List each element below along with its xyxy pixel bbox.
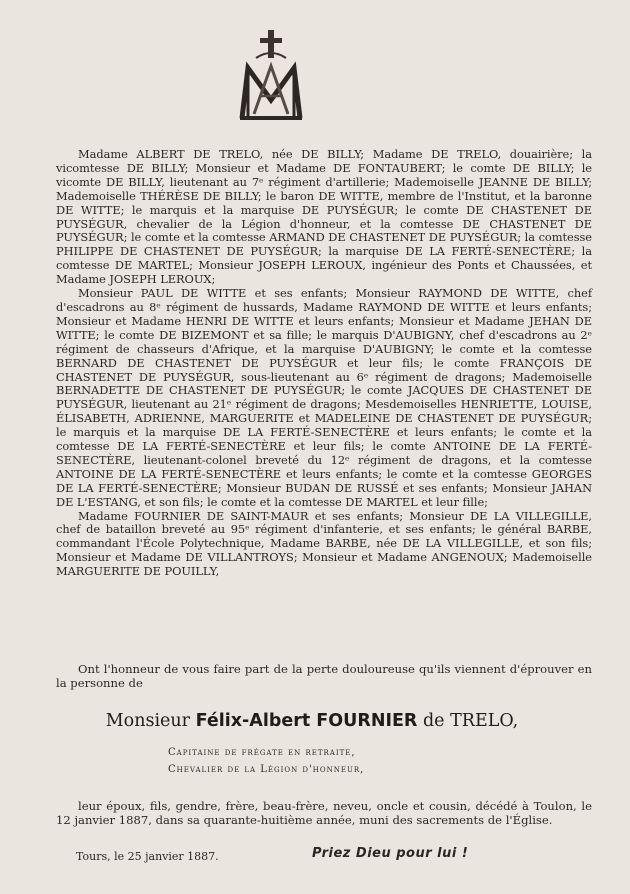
announcement-paragraph: Ont l'honneur de vous faire part de la perte douloureuse qu'ils viennent d'éprouver en la personne de [56,662,592,690]
family-paragraph-3: Madame FOURNIER DE SAINT-MAUR et ses enfants; Monsieur DE LA VILLEGILLE, chef de bataillon breveté au 95ᵉ régiment d'infanterie, et ses enfants; le général BARBE, commandant l'École Polytechnique, Madame BARBE, née DE LA VILLEGILLE, et son fils; Monsieur et Madame DE VILLANTROYS; Monsieur et Madame ANGENOUX; Mademoiselle MARGUERITE DE POUILLY, [56,508,592,579]
family-paragraph-1: Madame ALBERT DE TRELO, née DE BILLY; Madame DE TRELO, douairière; la vicomtesse DE BILLY; Monsieur et Madame DE FONTAUBERT; le comte DE BILLY; le vicomte DE BILLY, lieutenant au 7ᵉ régiment d'artillerie; Mademoiselle JEANNE DE BILLY; Mademoiselle THÉRÈSE DE BILLY; le baron DE WITTE, membre de l'Institut, et la baronne DE WITTE; le marquis et la marquise DE PUYSÉGUR; le comte DE CHASTENET DE PUYSÉGUR, chevalier de la Légion d'honneur, et la comtesse DE CHASTENET DE PUYSÉGUR; le comte et la comtesse ARMAND DE CHASTENET DE PUYSÉGUR; la comtesse PHILIPPE DE CHASTENET DE PUYSÉGUR; la marquise DE LA FERTÉ-SENECTÈRE; la comtesse DE MARTEL; Monsieur JOSEPH LEROUX, ingénieur des Ponts et Chaussées, et Madame JOSEPH LEROUX; [56,147,592,287]
prayer-line: Priez Dieu pour lui ! [312,846,469,861]
monogram-cross-emblem [236,28,306,124]
deceased-suffix: de TRELO, [422,711,519,731]
family-names-text [56,148,592,579]
deceased-title-2: Chevalier de la Légion d'honneur, [168,764,365,775]
deceased-full-name: Félix-Albert FOURNIER [195,711,418,731]
place-date: Tours, le 25 janvier 1887. [76,850,219,863]
closing-text [56,799,592,827]
deceased-name [32,711,592,731]
announcement-text [56,662,592,690]
deceased-prefix: Monsieur [105,711,191,731]
deceased-title-1: Capitaine de frégate en retraite, [168,747,356,758]
family-paragraph-2: Monsieur PAUL DE WITTE et ses enfants; Monsieur RAYMOND DE WITTE, chef d'escadrons au 8ᵉ régiment de hussards, Madame RAYMOND DE WITTE et leurs enfants; Monsieur et Madame HENRI DE WITTE et leurs enfants; Monsieur et Madame JEHAN DE WITTE; le comte DE BIZEMONT et sa fille; le marquis D'AUBIGNY, chef d'escadrons au 2ᵉ régiment de chasseurs d'Afrique, et la marquise D'AUBIGNY; le comte et la comtesse BERNARD DE CHASTENET DE PUYSÉGUR et leur fils; le comte FRANÇOIS DE CHASTENET DE PUYSÉGUR, sous-lieutenant au 6ᵉ régiment de dragons; Mademoiselle BERNADETTE DE CHASTENET DE PUYSÉGUR; le comte JACQUES DE CHASTENET DE PUYSÉGUR, lieutenant au 21ᵉ régiment de dragons; Mesdemoiselles HENRIETTE, LOUISE, ÉLISABETH, ADRIENNE, MARGUERITE et MADELEINE DE CHASTENET DE PUYSÉGUR; le marquis et la marquise DE LA FERTÉ-SENECTÈRE et leurs enfants; le comte et la comtesse DE LA FERTÉ-SENECTÈRE et leur fils; le comte ANTOINE DE LA FERTÉ-SENECTÈRE, lieutenant-colonel breveté du 12ᵉ régiment de dragons, et la comtesse ANTOINE DE LA FERTÉ-SENECTÈRE et leurs enfants; le comte et la comtesse GEORGES DE LA FERTÉ-SENECTÈRE; Monsieur BUDAN DE RUSSÉ et ses enfants; Monsieur JAHAN DE L'ESTANG, et son fils; le comte et la comtesse DE MARTEL et leur fille; [56,286,592,509]
closing-paragraph: leur époux, fils, gendre, frère, beau-frère, neveu, oncle et cousin, décédé à Toulon, le 12 janvier 1887, dans sa quarante-huitième année, muni des sacrements de l'Église. [56,799,592,827]
